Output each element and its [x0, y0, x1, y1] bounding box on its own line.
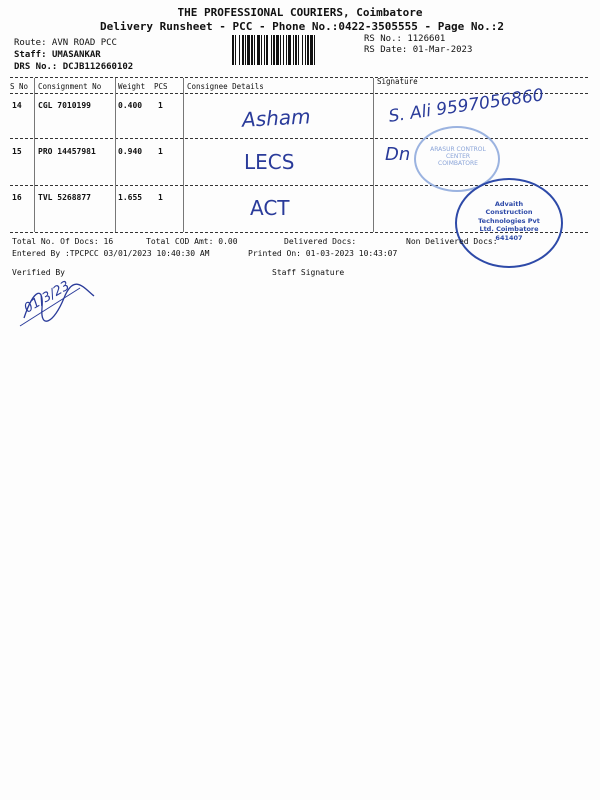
route-label: Route: AVN ROAD PCC: [14, 38, 117, 48]
company-stamp-text: Advaith Construction Technologies Pvt Ltd. Coimbatore 641407: [478, 200, 540, 242]
printed-on: Printed On: 01-03-2023 10:43:07: [248, 249, 398, 258]
row-sno: 14: [12, 101, 22, 110]
col-header-consignee: Consignee Details: [187, 82, 264, 91]
company-title: THE PROFESSIONAL COURIERS, Coimbatore: [177, 6, 423, 19]
row-weight: 0.400: [118, 101, 143, 110]
row-weight: 0.940: [118, 147, 143, 156]
verifier-signature-date: 01/3/23: [21, 278, 73, 317]
verified-by-label: Verified By: [12, 268, 65, 277]
staff-label-text: Staff:: [14, 50, 47, 60]
row-sno: 16: [12, 193, 22, 202]
barcode: [232, 35, 356, 65]
col-divider-3: [183, 78, 184, 232]
col-header-consignment: Consignment No: [38, 82, 102, 91]
runsheet-subtitle: Delivery Runsheet - PCC - Phone No.:0422-3505555 - Page No.:2: [100, 20, 504, 33]
col-header-signature: Signature: [377, 77, 418, 86]
col-header-sno: S No: [10, 82, 29, 91]
entered-by: Entered By :TPCPCC 03/01/2023 10:40:30 AM: [12, 249, 210, 258]
verifier-signature-icon: [14, 278, 104, 330]
staff-label: [14, 50, 101, 60]
drs-number: DRS No.: DCJB112660102: [14, 62, 134, 72]
col-divider-4: [373, 78, 374, 232]
consignee-handwriting: LECS: [244, 150, 295, 174]
row-pcs: 1: [158, 193, 163, 202]
total-cod: Total COD Amt: 0.00: [146, 237, 238, 246]
col-header-weight: Weight: [118, 82, 146, 91]
rs-date: RS Date: 01-Mar-2023: [364, 45, 473, 55]
delivery-signature: Dn: [385, 144, 411, 165]
consignee-handwriting: Asham: [241, 104, 312, 132]
staff-name: UMASANKAR: [51, 50, 101, 60]
col-divider-2: [115, 78, 116, 232]
barcode-bar: [315, 35, 317, 65]
col-divider-1: [34, 78, 35, 232]
row-pcs: 1: [158, 147, 163, 156]
non-delivered-docs: Non Delivered Docs:: [406, 237, 498, 246]
table-top-rule: [10, 77, 588, 78]
rs-number: RS No.: 1126601: [364, 34, 446, 44]
delivery-signature: S. Ali 9597056860: [387, 85, 545, 127]
row-rule-1: [10, 138, 588, 139]
row-pcs: 1: [158, 101, 163, 110]
col-header-pcs: PCS: [154, 82, 168, 91]
row-sno: 15: [12, 147, 22, 156]
consignee-handwriting: ACT: [250, 196, 290, 220]
company-stamp: [455, 178, 563, 268]
row-consignment: PRO 14457981: [38, 147, 96, 156]
delivered-docs: Delivered Docs:: [284, 237, 357, 246]
row-weight: 1.655: [118, 193, 143, 202]
row-consignment: CGL 7010199: [38, 101, 91, 110]
row-consignment: TVL 5268877: [38, 193, 91, 202]
round-stamp-text: ARASUR CONTROL CENTER COIMBATORE: [430, 146, 486, 167]
total-docs: Total No. Of Docs: 16: [12, 237, 114, 246]
staff-signature-label: Staff Signature: [272, 268, 345, 277]
